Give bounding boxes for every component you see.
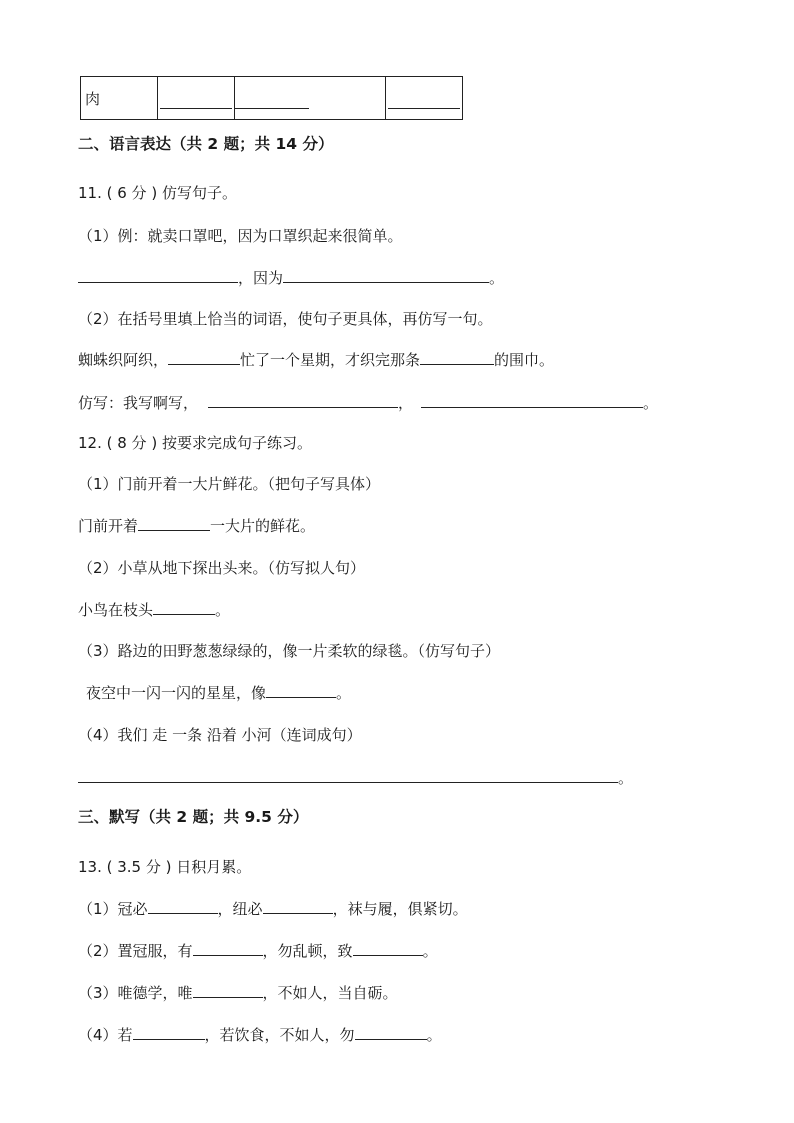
text: ，袜与履，俱紧切。 [332,900,468,918]
blank-line[interactable] [420,350,494,365]
text: 门前开着 [78,517,139,535]
text: 忙了一个星期，才织完那条 [240,351,421,369]
question-fill-line [78,899,468,919]
text: 。 [643,394,659,412]
question-text: （2）小草从地下探出头来。（仿写拟人句） [78,559,366,577]
text: ， [398,394,414,412]
text: ，若饮食，不如人，勿 [204,1026,355,1044]
blank-line[interactable] [235,96,309,109]
question-title: 13. ( 3.5 分 ) 日积月累。 [78,858,252,876]
text: ，因为 [238,269,284,287]
question-fill-line [78,941,438,961]
question-title: 11. ( 6 分 ) 仿写句子。 [78,184,237,202]
blank-line[interactable] [283,268,489,283]
table-cell-label [81,77,158,120]
table-row [81,77,463,120]
question-text: （2）在括号里填上恰当的词语，使句子更具体，再仿写一句。 [78,310,493,328]
text: （4）若 [78,1026,133,1044]
text: （3）唯德学，唯 [78,984,193,1002]
blank-line[interactable] [193,941,263,956]
answer-table [80,76,463,120]
blank-line[interactable] [133,1025,205,1040]
text: 。 [215,601,231,619]
blank-line[interactable] [263,899,333,914]
question-text: （1）例：就卖口罩吧，因为口罩织起来很简单。 [78,227,403,245]
table-row-label: 肉 [85,89,101,108]
table-cell-blank[interactable] [158,77,235,120]
text: （2）置冠服，有 [78,942,193,960]
question-text: （3）路边的田野葱葱绿绿的，像一片柔软的绿毯。（仿写句子） [78,642,501,660]
blank-line[interactable] [353,941,423,956]
text: 夜空中一闪一闪的星星，像 [86,684,267,702]
question-fill-line [78,983,398,1003]
text: 仿写：我写啊写， [78,394,199,412]
text: 。 [422,942,438,960]
blank-line[interactable] [78,768,618,783]
section-heading: 三、默写（共 2 题；共 9.5 分） [78,808,309,826]
question-fill-line [78,516,315,536]
question-text: （1）门前开着一大片鲜花。（把句子写具体） [78,475,381,493]
blank-line[interactable] [421,393,643,408]
text: 。 [489,269,505,287]
text: 小鸟在枝头 [78,601,154,619]
text: 。 [336,684,352,702]
section-heading: 二、语言表达（共 2 题；共 14 分） [78,135,334,153]
text: （1）冠必 [78,900,148,918]
question-fill-line [78,393,658,413]
question-fill-line [78,768,633,788]
question-fill-line [78,600,230,620]
blank-line[interactable] [153,600,215,615]
blank-line[interactable] [388,96,460,109]
blank-line[interactable] [138,516,210,531]
blank-line[interactable] [148,899,218,914]
text: 的围巾。 [494,351,555,369]
blank-line[interactable] [355,1025,427,1040]
blank-line[interactable] [168,350,240,365]
text: 。 [426,1026,442,1044]
question-fill-line [78,350,554,370]
text: 一大片的鲜花。 [210,517,316,535]
blank-line[interactable] [78,268,238,283]
table-cell-blank[interactable] [235,77,386,120]
question-fill-line [86,683,351,703]
text: ，勿乱顿，致 [262,942,353,960]
question-text: （4）我们 走 一条 沿着 小河（连词成句） [78,726,362,744]
question-fill-line [78,1025,442,1045]
question-fill-line [78,268,504,288]
text: 蜘蛛织阿织， [78,351,169,369]
text: ，不如人，当自砺。 [262,984,398,1002]
question-title: 12. ( 8 分 ) 按要求完成句子练习。 [78,434,312,452]
table-cell-blank[interactable] [386,77,463,120]
blank-line[interactable] [160,96,232,109]
blank-line[interactable] [208,393,398,408]
text: ，纽必 [217,900,263,918]
blank-line[interactable] [193,983,263,998]
text: 。 [618,769,634,787]
blank-line[interactable] [266,683,336,698]
